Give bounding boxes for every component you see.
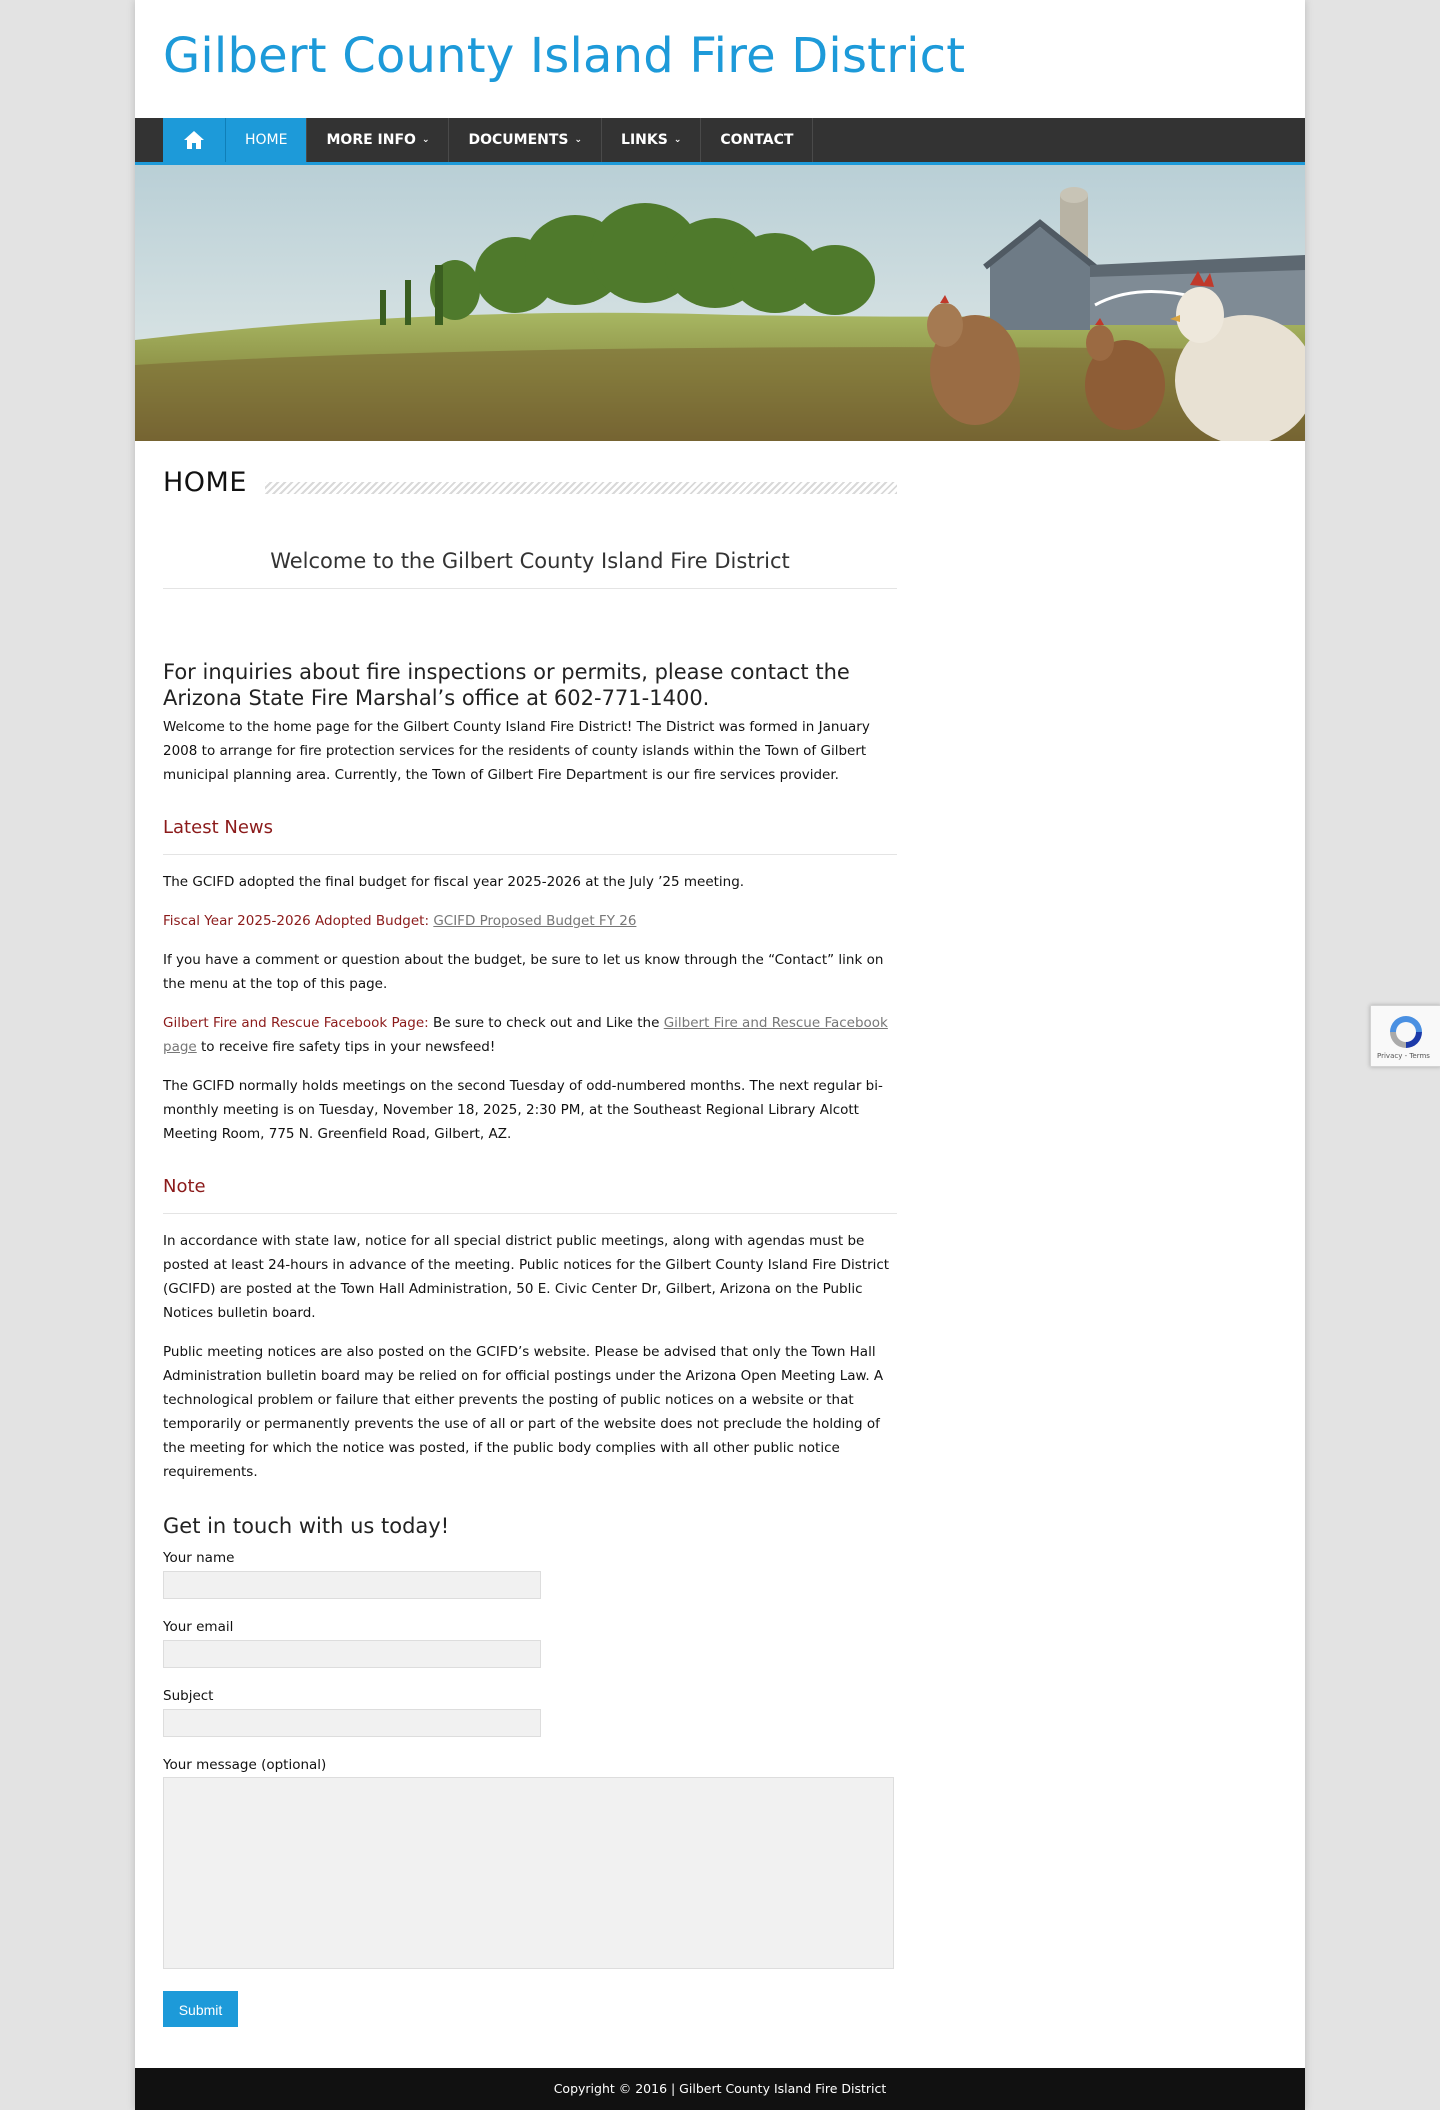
divider (163, 854, 897, 855)
meetings-paragraph: The GCIFD normally holds meetings on the second Tuesday of odd-numbered months. The next regular bi-monthly meeting is on Tuesday, November 18, 2025, 2:30 PM, at the Southeast Regional Library Alcott Meeting Room, 775 N. Greenfield Road, Gilbert, AZ. (163, 1078, 883, 1142)
divider (163, 588, 897, 589)
farm-scene-illustration (135, 165, 1305, 441)
divider (163, 1213, 897, 1214)
page-title: HOME (163, 467, 247, 498)
intro-paragraph: Welcome to the home page for the Gilbert County Island Fire District! The District was formed in January 2008 to arrange for fire protection services for the residents of county islands within the Town of Gilbert municipal planning area. Currently, the Town of Gilbert Fire Department is our fire services provider. (163, 719, 870, 783)
chevron-down-icon: ⌄ (421, 135, 430, 145)
budget-document-link[interactable]: GCIFD Proposed Budget FY 26 (433, 913, 637, 929)
facebook-text-before: Be sure to check out and Like the (428, 1015, 664, 1031)
facebook-label: Gilbert Fire and Rescue Facebook Page: (163, 1015, 429, 1031)
nav-item-links[interactable] (602, 118, 701, 162)
page-container (135, 0, 1305, 2110)
subject-field-label: Subject (163, 1688, 214, 1704)
budget-adopted-text: The GCIFD adopted the final budget for fiscal year 2025-2026 at the July ’25 meeting. (163, 874, 745, 890)
latest-news-heading: Latest News (163, 817, 273, 838)
nav-item-more-info-label: MORE INFO (326, 132, 416, 148)
chevron-down-icon: ⌄ (574, 135, 583, 145)
nav-item-home-label: HOME (245, 132, 288, 148)
note-paragraph-2: Public meeting notices are also posted on the GCIFD’s website. Please be advised that only the Town Hall Administration bulletin board may be relied on for official postings under the Arizona Open Meeting Law. A technological problem or failure that either prevents the posting of public notices on a website or that temporarily or permanently prevents the use of all or part of the website does not preclude the holding of the meeting for which the notice was posted, if the public body complies with all other public notice requirements. (163, 1344, 884, 1480)
footer (135, 2068, 1305, 2110)
chevron-down-icon: ⌄ (673, 135, 682, 145)
nav-item-contact[interactable] (701, 118, 813, 162)
facebook-paragraph (163, 1011, 897, 1059)
home-icon (183, 130, 205, 150)
budget-label: Fiscal Year 2025-2026 Adopted Budget: (163, 913, 430, 929)
inquiry-heading: For inquiries about fire inspections or permits, please contact the Arizona State Fire Marshal’s office at 602-771-1400. (163, 660, 850, 710)
subject-input[interactable] (163, 1709, 541, 1737)
recaptcha-privacy-terms[interactable]: Privacy - Terms (1377, 1052, 1430, 1060)
email-input[interactable] (163, 1640, 541, 1668)
message-textarea[interactable] (163, 1777, 894, 1969)
facebook-text-after: to receive fire safety tips in your newsfeed! (196, 1039, 496, 1055)
nav-item-documents[interactable] (449, 118, 602, 162)
nav-item-contact-label: CONTACT (720, 132, 794, 148)
recaptcha-badge[interactable] (1370, 1005, 1440, 1067)
note-paragraph-1: In accordance with state law, notice for all special district public meetings, along with agendas must be posted at least 24-hours in advance of the meeting. Public notices for the Gilbert County Island Fire District (GCIFD) are posted at the Town Hall Administration, 50 E. Civic Center Dr, Gilbert, Arizona on the Public Notices bulletin board. (163, 1233, 890, 1321)
page-title-row (163, 467, 897, 507)
nav-item-links-label: LINKS (621, 132, 668, 148)
nav-item-documents-label: DOCUMENTS (468, 132, 569, 148)
contact-form-heading: Get in touch with us today! (163, 1514, 450, 1538)
nav-item-home[interactable] (226, 118, 307, 162)
recaptcha-icon (1386, 1012, 1426, 1052)
nav-item-more-info[interactable] (307, 118, 449, 162)
email-field-label: Your email (163, 1619, 234, 1635)
name-input[interactable] (163, 1571, 541, 1599)
message-field-label: Your message (optional) (163, 1757, 327, 1773)
name-field-label: Your name (163, 1550, 235, 1566)
title-decoration-stripes (265, 482, 897, 494)
facebook-page-link[interactable]: Gilbert Fire and Rescue Facebook page (163, 1015, 888, 1055)
budget-comment-text: If you have a comment or question about the budget, be sure to let us know through the “Contact” link on the menu at the top of this page. (163, 952, 884, 992)
submit-button[interactable]: Submit (163, 1991, 238, 2027)
nav-home-icon-button[interactable] (163, 118, 226, 162)
nav-items (163, 118, 813, 162)
note-heading: Note (163, 1176, 206, 1197)
main-nav (135, 118, 1305, 165)
welcome-heading: Welcome to the Gilbert County Island Fire District (270, 549, 790, 573)
footer-copyright: Copyright © 2016 | Gilbert County Island Fire District (553, 2081, 887, 2096)
hero-banner-image (135, 165, 1305, 441)
site-title[interactable]: Gilbert County Island Fire District (163, 28, 966, 84)
budget-line (163, 909, 897, 933)
